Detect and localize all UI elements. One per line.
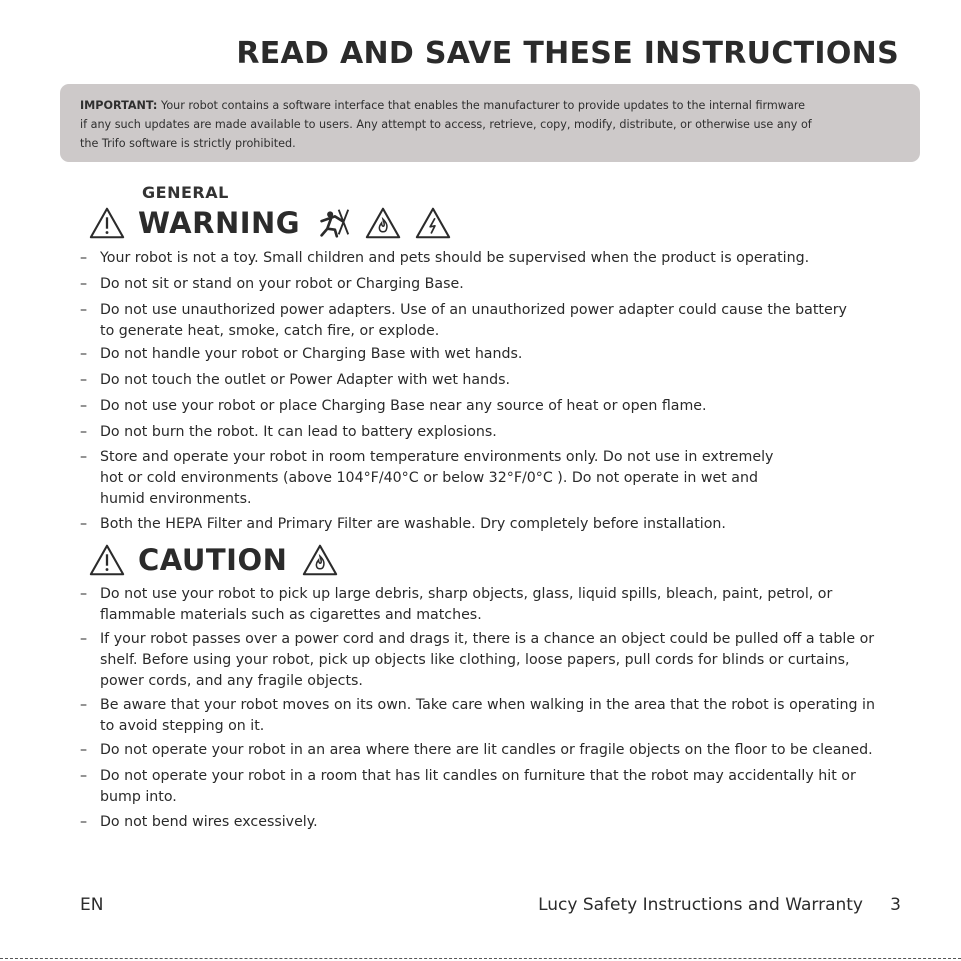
caution-item-6: – Do not bend wires excessively. xyxy=(80,814,318,830)
warning-item-3: – Do not use unauthorized power adapters. Use of an unauthorized power adapter could cause the battery to generate heat, smoke, catch fire, or explode. xyxy=(80,302,847,339)
warning-item-9: – Both the HEPA Filter and Primary Filter are washable. Dry completely before installation. xyxy=(80,516,726,532)
caution-item-4: – Do not operate your robot in an area where there are lit candles or fragile objects on the floor to be cleaned. xyxy=(80,742,873,758)
warning-item-5: – Do not touch the outlet or Power Adapter with wet hands. xyxy=(80,372,510,388)
general-heading: GENERAL xyxy=(142,183,229,202)
child-hazard-icon xyxy=(314,205,352,241)
caution-item-1: – Do not use your robot to pick up large debris, sharp objects, glass, liquid spills, bleach, paint, petrol, or flammable materials such as cigarettes and matches. xyxy=(80,586,833,623)
important-line-3: the Trifo software is strictly prohibited. xyxy=(80,137,296,150)
warning-triangle-icon xyxy=(88,205,126,241)
footer-page-number: 3 xyxy=(890,895,901,915)
fire-hazard-icon xyxy=(301,542,339,578)
page-bottom-rule xyxy=(0,958,961,959)
caution-item-2: – If your robot passes over a power cord and drags it, there is a chance an object could be pulled off a table or shelf. Before using your robot, pick up objects like clothing, loose papers, pull cords for blinds or curtains, power cords, and any fragile objects. xyxy=(80,631,875,689)
warning-triangle-icon xyxy=(88,542,126,578)
warning-item-1: – Your robot is not a toy. Small children and pets should be supervised when the product is operating. xyxy=(80,250,810,266)
electric-shock-icon xyxy=(414,205,452,241)
caution-heading: CAUTION xyxy=(138,543,288,577)
warning-heading-row xyxy=(88,204,452,242)
warning-item-2: – Do not sit or stand on your robot or Charging Base. xyxy=(80,276,464,292)
warning-item-8: – Store and operate your robot in room temperature environments only. Do not use in extremely hot or cold environments (above 104°F/40°C or below 32°F/0°C ). Do not operate in wet and humid environments. xyxy=(80,449,774,507)
warning-heading: WARNING xyxy=(138,206,301,240)
warning-item-6: – Do not use your robot or place Charging Base near any source of heat or open flame. xyxy=(80,398,707,414)
caution-item-5: – Do not operate your robot in a room that has lit candles on furniture that the robot may accidentally hit or bump into. xyxy=(80,768,856,805)
page-title: READ AND SAVE THESE INSTRUCTIONS xyxy=(236,36,899,71)
warning-item-7: – Do not burn the robot. It can lead to battery explosions. xyxy=(80,424,497,440)
important-line-2: if any such updates are made available to users. Any attempt to access, retrieve, copy, modify, distribute, or otherwise use any of xyxy=(80,118,812,131)
important-notice xyxy=(60,84,920,162)
important-line-1: Your robot contains a software interface that enables the manufacturer to provide updates to the internal firmware xyxy=(160,99,806,112)
important-label: IMPORTANT: xyxy=(80,99,158,112)
warning-item-4: – Do not handle your robot or Charging Base with wet hands. xyxy=(80,346,523,362)
caution-item-3: – Be aware that your robot moves on its own. Take care when walking in the area that the robot is operating in to avoid stepping on it. xyxy=(80,697,875,734)
footer-doc-title: Lucy Safety Instructions and Warranty xyxy=(538,895,863,915)
footer-language: EN xyxy=(80,895,104,915)
fire-hazard-icon xyxy=(364,205,402,241)
caution-heading-row xyxy=(88,541,339,579)
